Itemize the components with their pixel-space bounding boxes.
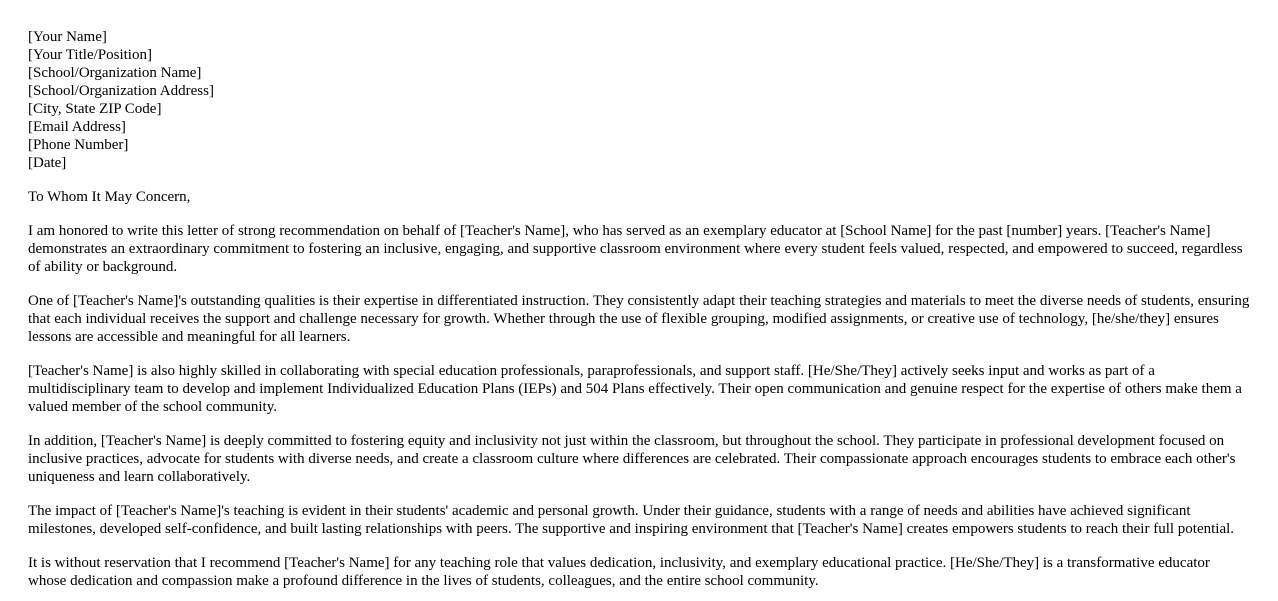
body-paragraph-3: [Teacher's Name] is also highly skilled in collaborating with special education professionals, paraprofessionals, and support staff. [He/She/They] actively seeks input and works as part of a multidisciplinary team to develop and implement Individualized Education Plans (IEPs) and 504 Plans effectively. Their open communication and genuine respect for the expertise of others make them a valued member of the school community. xyxy=(28,363,1242,415)
body-paragraph-4: In addition, [Teacher's Name] is deeply committed to fostering equity and inclusivity not just within the classroom, but throughout the school. They participate in professional development focused on inclusive practices, advocate for students with diverse needs, and create a classroom culture where differences are celebrated. Their compassionate approach encourages students to embrace each other's uniqueness and learn collaboratively. xyxy=(28,433,1236,485)
body-paragraph-1: I am honored to write this letter of strong recommendation on behalf of [Teacher's Name], who has served as an exemplary educator at [School Name] for the past [number] years. [Teacher's Name] demonstrates an extraordinary commitment to fostering an inclusive, engaging, and supportive classroom environment where every student feels valued, respected, and empowered to succeed, regardless of ability or background. xyxy=(28,223,1243,275)
salutation: To Whom It May Concern, xyxy=(28,189,191,205)
sender-info-block xyxy=(28,28,1250,172)
body-paragraph-5: The impact of [Teacher's Name]'s teaching is evident in their students' academic and personal growth. Under their guidance, students with a range of needs and abilities have achieved significant milestones, developed self-confidence, and built lasting relationships with peers. The supportive and inspiring environment that [Teacher's Name] creates empowers students to reach their full potential. xyxy=(28,503,1235,537)
sender-title: [Your Title/Position] xyxy=(28,47,152,63)
sender-email: [Email Address] xyxy=(28,119,126,135)
body-paragraph-2: One of [Teacher's Name]'s outstanding qualities is their expertise in differentiated instruction. They consistently adapt their teaching strategies and materials to meet the diverse needs of students, ensuring that each individual receives the support and challenge necessary for growth. Whether through the use of flexible grouping, modified assignments, or creative use of technology, [he/she/they] ensures lessons are accessible and meaningful for all learners. xyxy=(28,293,1250,345)
sender-phone: [Phone Number] xyxy=(28,137,129,153)
sender-address: [School/Organization Address] xyxy=(28,83,214,99)
sender-organization: [School/Organization Name] xyxy=(28,65,202,81)
letter-document xyxy=(28,28,1250,590)
body-paragraph-6: It is without reservation that I recommend [Teacher's Name] for any teaching role that values dedication, inclusivity, and exemplary educational practice. [He/She/They] is a transformative educator whose dedication and compassion make a profound difference in the lives of students, colleagues, and the entire school community. xyxy=(28,555,1210,589)
sender-name: [Your Name] xyxy=(28,29,107,45)
letter-date: [Date] xyxy=(28,155,67,171)
sender-city-state-zip: [City, State ZIP Code] xyxy=(28,101,162,117)
